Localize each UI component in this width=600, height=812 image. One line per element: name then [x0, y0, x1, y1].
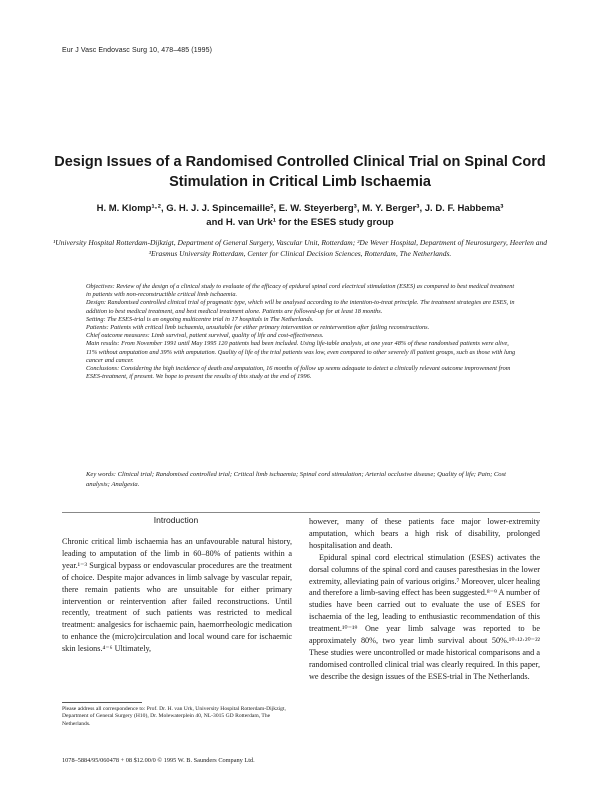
intro-paragraph-1: Chronic critical limb ischaemia has an unfavourable natural history, leading to amputation of the limb in 60–80% of patients within a year.¹⁻³ Surgical bypass or endovascular procedures are the treatment of choice. Despite major advances in limb salvage by vascular repair, there remain patients who are unsuitable for either primary intervention or reintervention after failed reconstructions. Until recently, treatment of such patients was restricted to medical treatment: analgesics for ischaemic pain, haemorrheologic medication to enhance the (micro)circulation and local wound care for ischaemic skin lesions.⁴⁻⁶ Ultimately, [62, 537, 292, 654]
keywords: Key words: Clinical trial; Randomised controlled trial; Critical limb ischaemia; Spinal cord stimulation; Arterial occlusive disease; Quality of life; Pain; Cost analysis; Analgesia. [86, 471, 507, 488]
section-divider [62, 512, 540, 513]
journal-reference: Eur J Vasc Endovasc Surg 10, 478–485 (1995) [62, 47, 213, 54]
author-line-1: H. M. Klomp¹·², G. H. J. J. Spincemaille², E. W. Steyerberg³, M. Y. Berger³, J. D. F. Habbema³ [96, 203, 504, 214]
abstract-design: Design: Randomised controlled clinical trial of pragmatic type, which will be analysed according to the intention-to-treat principle. The treatment strategies are ESES, in addition to best medical treatment, and best medical treatment alone. Patients are followed-up for at least 18 months. [86, 299, 515, 315]
abstract-objectives: Objectives: Review of the design of a clinical study to evaluate of the efficacy of epidural spinal cord electrical stimulation (ESES) as compared to best medical treatment in patients with non-reconstructible critical limb ischaemia. [86, 283, 515, 299]
copyright-line: 1078–5884/95/060478 + 08 $12.00/0 © 1995 W. B. Saunders Company Ltd. [62, 757, 255, 764]
author-list [40, 202, 560, 230]
left-column-text [62, 536, 292, 655]
affiliations: ¹University Hospital Rotterdam-Dijkzigt, Department of General Surgery, Vascular Unit, Rotterdam; ²De Wever Hospital, Department of Neurosurgery, Heerlen and ³Erasmus University Rotterdam, Center for Clinical Decision Sciences, Rotterdam, The Netherlands. [52, 238, 547, 258]
right-column-text [309, 516, 540, 683]
footnote-divider [62, 702, 142, 703]
abstract-setting: Setting: The ESES-trial is an ongoing multicentre trial in 17 hospitals in The Netherlands. [86, 315, 314, 323]
correspondence-footnote: Please address all correspondence to: Prof. Dr. H. van Urk, University Hospital Rotterdam-Dijkzigt, Department of General Surgery (H10), Dr. Molewaterplein 40, NL-3015 GD Rotterdam, The Netherlands. [62, 706, 286, 727]
abstract-main-results: Main results: From November 1991 until May 1995 120 patients had been included. Using life-table analysis, at one year 48% of these randomised patients were alive, 11% without amputation and 39% with amputation. Quality of life of the trial patients was low, even compared to other severely ill patient groups, such as those with lung cancer and cancer. [86, 340, 516, 364]
intro-paragraph-continued: however, many of these patients face major lower-extremity amputation, which bears a high risk of disability, prolonged hospitalisation and death. [309, 517, 540, 550]
abstract-conclusions: Conclusions: Considering the high incidence of death and amputation, 16 months of follow up seems adequate to detect a clinically relevant outcome improvement from ESES-treatment, if present. We hope to present the results of this study at the end of 1996. [86, 365, 511, 381]
abstract [86, 283, 518, 381]
intro-paragraph-2: Epidural spinal cord electrical stimulation (ESES) activates the dorsal columns of the spinal cord and causes paresthesias in the lower extremity, alleviating pain of various origins.⁷ Moreover, ulcer healing and therefore a limb-saving effect has been suggested.⁸⁻⁹ A number of studies have been carried out to evaluate the use of ESES for ischaemia of the leg, leading to enthusiastic recommendation of this treatment.¹⁰⁻¹⁹ One year limb salvage was reported to be approximately 80%, two year limb survival about 50%.¹⁰·¹²·²⁰⁻²² These studies were uncontrolled or made historical comparisons and a randomised controlled clinical trial was clearly required. In this paper, we describe the design issues of the ESES-trial in The Netherlands. [309, 552, 540, 681]
introduction-heading: Introduction [153, 515, 199, 525]
author-line-2: and H. van Urk¹ for the ESES study group [206, 217, 394, 228]
paper-title: Design Issues of a Randomised Controlled Clinical Trial on Spinal Cord Stimulation in Critical Limb Ischaemia [54, 154, 546, 190]
abstract-patients: Patients: Patients with critical limb ischaemia, unsuitable for either primary intervention or reintervention after failing reconstructions. [86, 324, 430, 332]
abstract-outcome-measures: Chief outcome measures: Limb survival, patient survival, quality of life and cost-effectiveness. [86, 332, 324, 340]
